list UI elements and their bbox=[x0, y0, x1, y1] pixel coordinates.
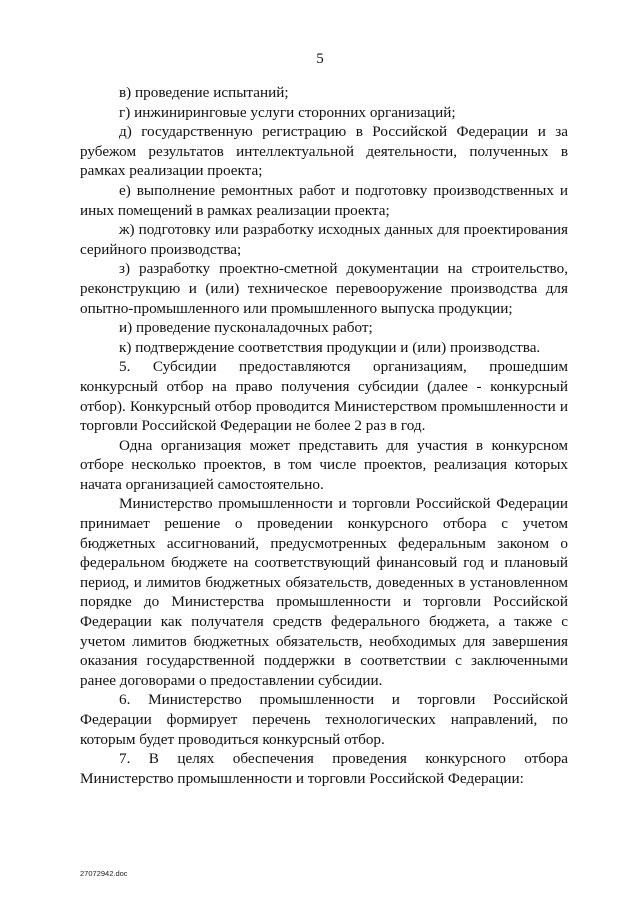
paragraph-section-6: 6. Министерство промышленности и торговли Российской Федерации формирует перечень технологических направлений, по которым будет проводиться конкурсный отбор. bbox=[80, 691, 568, 748]
paragraph-item-i: и) проведение пусконаладочных работ; bbox=[119, 319, 373, 337]
paragraph-item-g: г) инжиниринговые услуги сторонних организаций; bbox=[119, 103, 456, 121]
paragraph-item-k: к) подтверждение соответствия продукции и (или) производства. bbox=[119, 338, 541, 356]
document-body bbox=[80, 83, 568, 788]
paragraph-one-organization: Одна организация может представить для участия в конкурсном отборе несколько проектов, в том числе проектов, реализация которых начата организацией самостоятельно. bbox=[80, 436, 568, 493]
paragraph-section-5: 5. Субсидии предоставляются организациям, прошедшим конкурсный отбор на право получения субсидии (далее - конкурсный отбор). Конкурсный отбор проводится Министерством промышленности и торговли Российской Федерации не более 2 раз в год. bbox=[80, 358, 568, 435]
paragraph-ministry-decision: Министерство промышленности и торговли Российской Федерации принимает решение о проведении конкурсного отбора с учетом бюджетных ассигнований, предусмотренных федеральным законом о федеральном бюджете на соответствующий финансовый год и плановый период, и лимитов бюджетных обязательств, доведенных в установленном порядке до Министерства промышленности и торговли Российской Федерации как получателя средств федерального бюджета, а также с учетом лимитов бюджетных обязательств, необходимых для завершения оказания государственной поддержки в соответствии с заключенными ранее договорами о предоставлении субсидии. bbox=[80, 495, 568, 689]
paragraph-item-zh: ж) подготовку или разработку исходных данных для проектирования серийного производства; bbox=[80, 221, 568, 258]
paragraph-item-z: з) разработку проектно-сметной документации на строительство, реконструкцию и (или) техническое перевооружение производства для опытно-промышленного или промышленного выпуска продукции; bbox=[80, 260, 568, 317]
page-number: 5 bbox=[316, 51, 324, 67]
paragraph-item-v: в) проведение испытаний; bbox=[119, 84, 289, 101]
paragraph-section-7: 7. В целях обеспечения проведения конкурсного отбора Министерство промышленности и торговли Российской Федерации: bbox=[80, 750, 568, 787]
paragraph-item-e: е) выполнение ремонтных работ и подготовку производственных и иных помещений в рамках реализации проекта; bbox=[80, 181, 568, 219]
footer-document-id: 27072942.doc bbox=[80, 869, 128, 878]
paragraph-item-d: д) государственную регистрацию в Российской Федерации и за рубежом результатов интеллектуальной деятельности, полученных в рамках реализации проекта; bbox=[80, 123, 568, 180]
